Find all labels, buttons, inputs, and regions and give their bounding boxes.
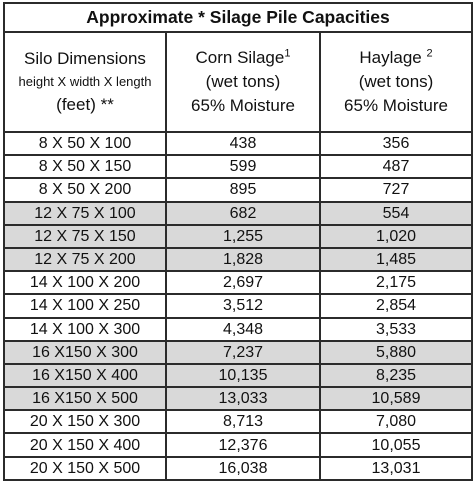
header-corn-silage	[166, 32, 320, 132]
cell-haylage: 727	[320, 178, 472, 201]
cell-corn-silage: 2,697	[166, 271, 320, 294]
header-corn-line2: (wet tons)	[205, 72, 281, 91]
table-row	[4, 202, 472, 225]
table-row	[4, 248, 472, 271]
cell-dimensions: 12 X 75 X 200	[4, 248, 166, 271]
cell-haylage: 13,031	[320, 457, 472, 480]
header-silo-dimensions	[4, 32, 166, 132]
header-haylage	[320, 32, 472, 132]
cell-dimensions: 20 X 150 X 300	[4, 410, 166, 433]
table-row	[4, 433, 472, 456]
cell-haylage: 3,533	[320, 318, 472, 341]
cell-haylage: 2,175	[320, 271, 472, 294]
cell-dimensions: 8 X 50 X 200	[4, 178, 166, 201]
cell-haylage: 5,880	[320, 341, 472, 364]
cell-haylage: 10,055	[320, 433, 472, 456]
header-hay-line2: (wet tons)	[358, 72, 434, 91]
cell-dimensions: 16 X150 X 500	[4, 387, 166, 410]
cell-corn-silage: 8,713	[166, 410, 320, 433]
cell-dimensions: 20 X 150 X 500	[4, 457, 166, 480]
cell-corn-silage: 599	[166, 155, 320, 178]
header-dims-line3: (feet) **	[56, 95, 114, 114]
cell-corn-silage: 10,135	[166, 364, 320, 387]
header-hay-line1: Haylage	[359, 48, 422, 67]
cell-haylage: 1,485	[320, 248, 472, 271]
cell-dimensions: 8 X 50 X 150	[4, 155, 166, 178]
table-row	[4, 225, 472, 248]
cell-haylage: 487	[320, 155, 472, 178]
cell-corn-silage: 682	[166, 202, 320, 225]
header-corn-line3: 65% Moisture	[191, 96, 295, 115]
cell-dimensions: 16 X150 X 400	[4, 364, 166, 387]
table-title: Approximate * Silage Pile Capacities	[4, 3, 472, 32]
cell-dimensions: 14 X 100 X 200	[4, 271, 166, 294]
table-row	[4, 410, 472, 433]
silage-capacity-table-container	[3, 2, 471, 498]
cell-corn-silage: 1,828	[166, 248, 320, 271]
table-title-row	[4, 3, 472, 32]
header-dims-line2: height X width X length	[18, 74, 152, 89]
cell-corn-silage: 438	[166, 132, 320, 155]
cell-haylage: 10,589	[320, 387, 472, 410]
cell-dimensions: 12 X 75 X 150	[4, 225, 166, 248]
cell-haylage: 2,854	[320, 294, 472, 317]
cell-corn-silage: 7,237	[166, 341, 320, 364]
header-corn-footnote: 1	[284, 47, 291, 60]
silage-capacity-table	[3, 2, 473, 481]
column-header-row	[4, 32, 472, 132]
table-row	[4, 271, 472, 294]
header-dims-line1: Silo Dimensions	[24, 49, 146, 68]
cell-corn-silage: 13,033	[166, 387, 320, 410]
cell-haylage: 554	[320, 202, 472, 225]
cell-dimensions: 20 X 150 X 400	[4, 433, 166, 456]
table-row	[4, 318, 472, 341]
cell-dimensions: 16 X150 X 300	[4, 341, 166, 364]
table-row	[4, 387, 472, 410]
table-row	[4, 155, 472, 178]
header-corn-line1: Corn Silage	[195, 48, 285, 67]
cell-haylage: 7,080	[320, 410, 472, 433]
table-row	[4, 341, 472, 364]
cell-corn-silage: 4,348	[166, 318, 320, 341]
cell-dimensions: 8 X 50 X 100	[4, 132, 166, 155]
cell-haylage: 1,020	[320, 225, 472, 248]
cell-dimensions: 14 X 100 X 300	[4, 318, 166, 341]
cell-corn-silage: 1,255	[166, 225, 320, 248]
header-hay-line3: 65% Moisture	[344, 96, 448, 115]
cell-corn-silage: 12,376	[166, 433, 320, 456]
cell-dimensions: 12 X 75 X 100	[4, 202, 166, 225]
header-hay-footnote: 2	[426, 47, 433, 60]
cell-haylage: 8,235	[320, 364, 472, 387]
table-row	[4, 132, 472, 155]
cell-haylage: 356	[320, 132, 472, 155]
table-row	[4, 364, 472, 387]
table-row	[4, 178, 472, 201]
cell-corn-silage: 16,038	[166, 457, 320, 480]
cell-dimensions: 14 X 100 X 250	[4, 294, 166, 317]
cell-corn-silage: 895	[166, 178, 320, 201]
table-row	[4, 294, 472, 317]
cell-corn-silage: 3,512	[166, 294, 320, 317]
table-row	[4, 457, 472, 480]
